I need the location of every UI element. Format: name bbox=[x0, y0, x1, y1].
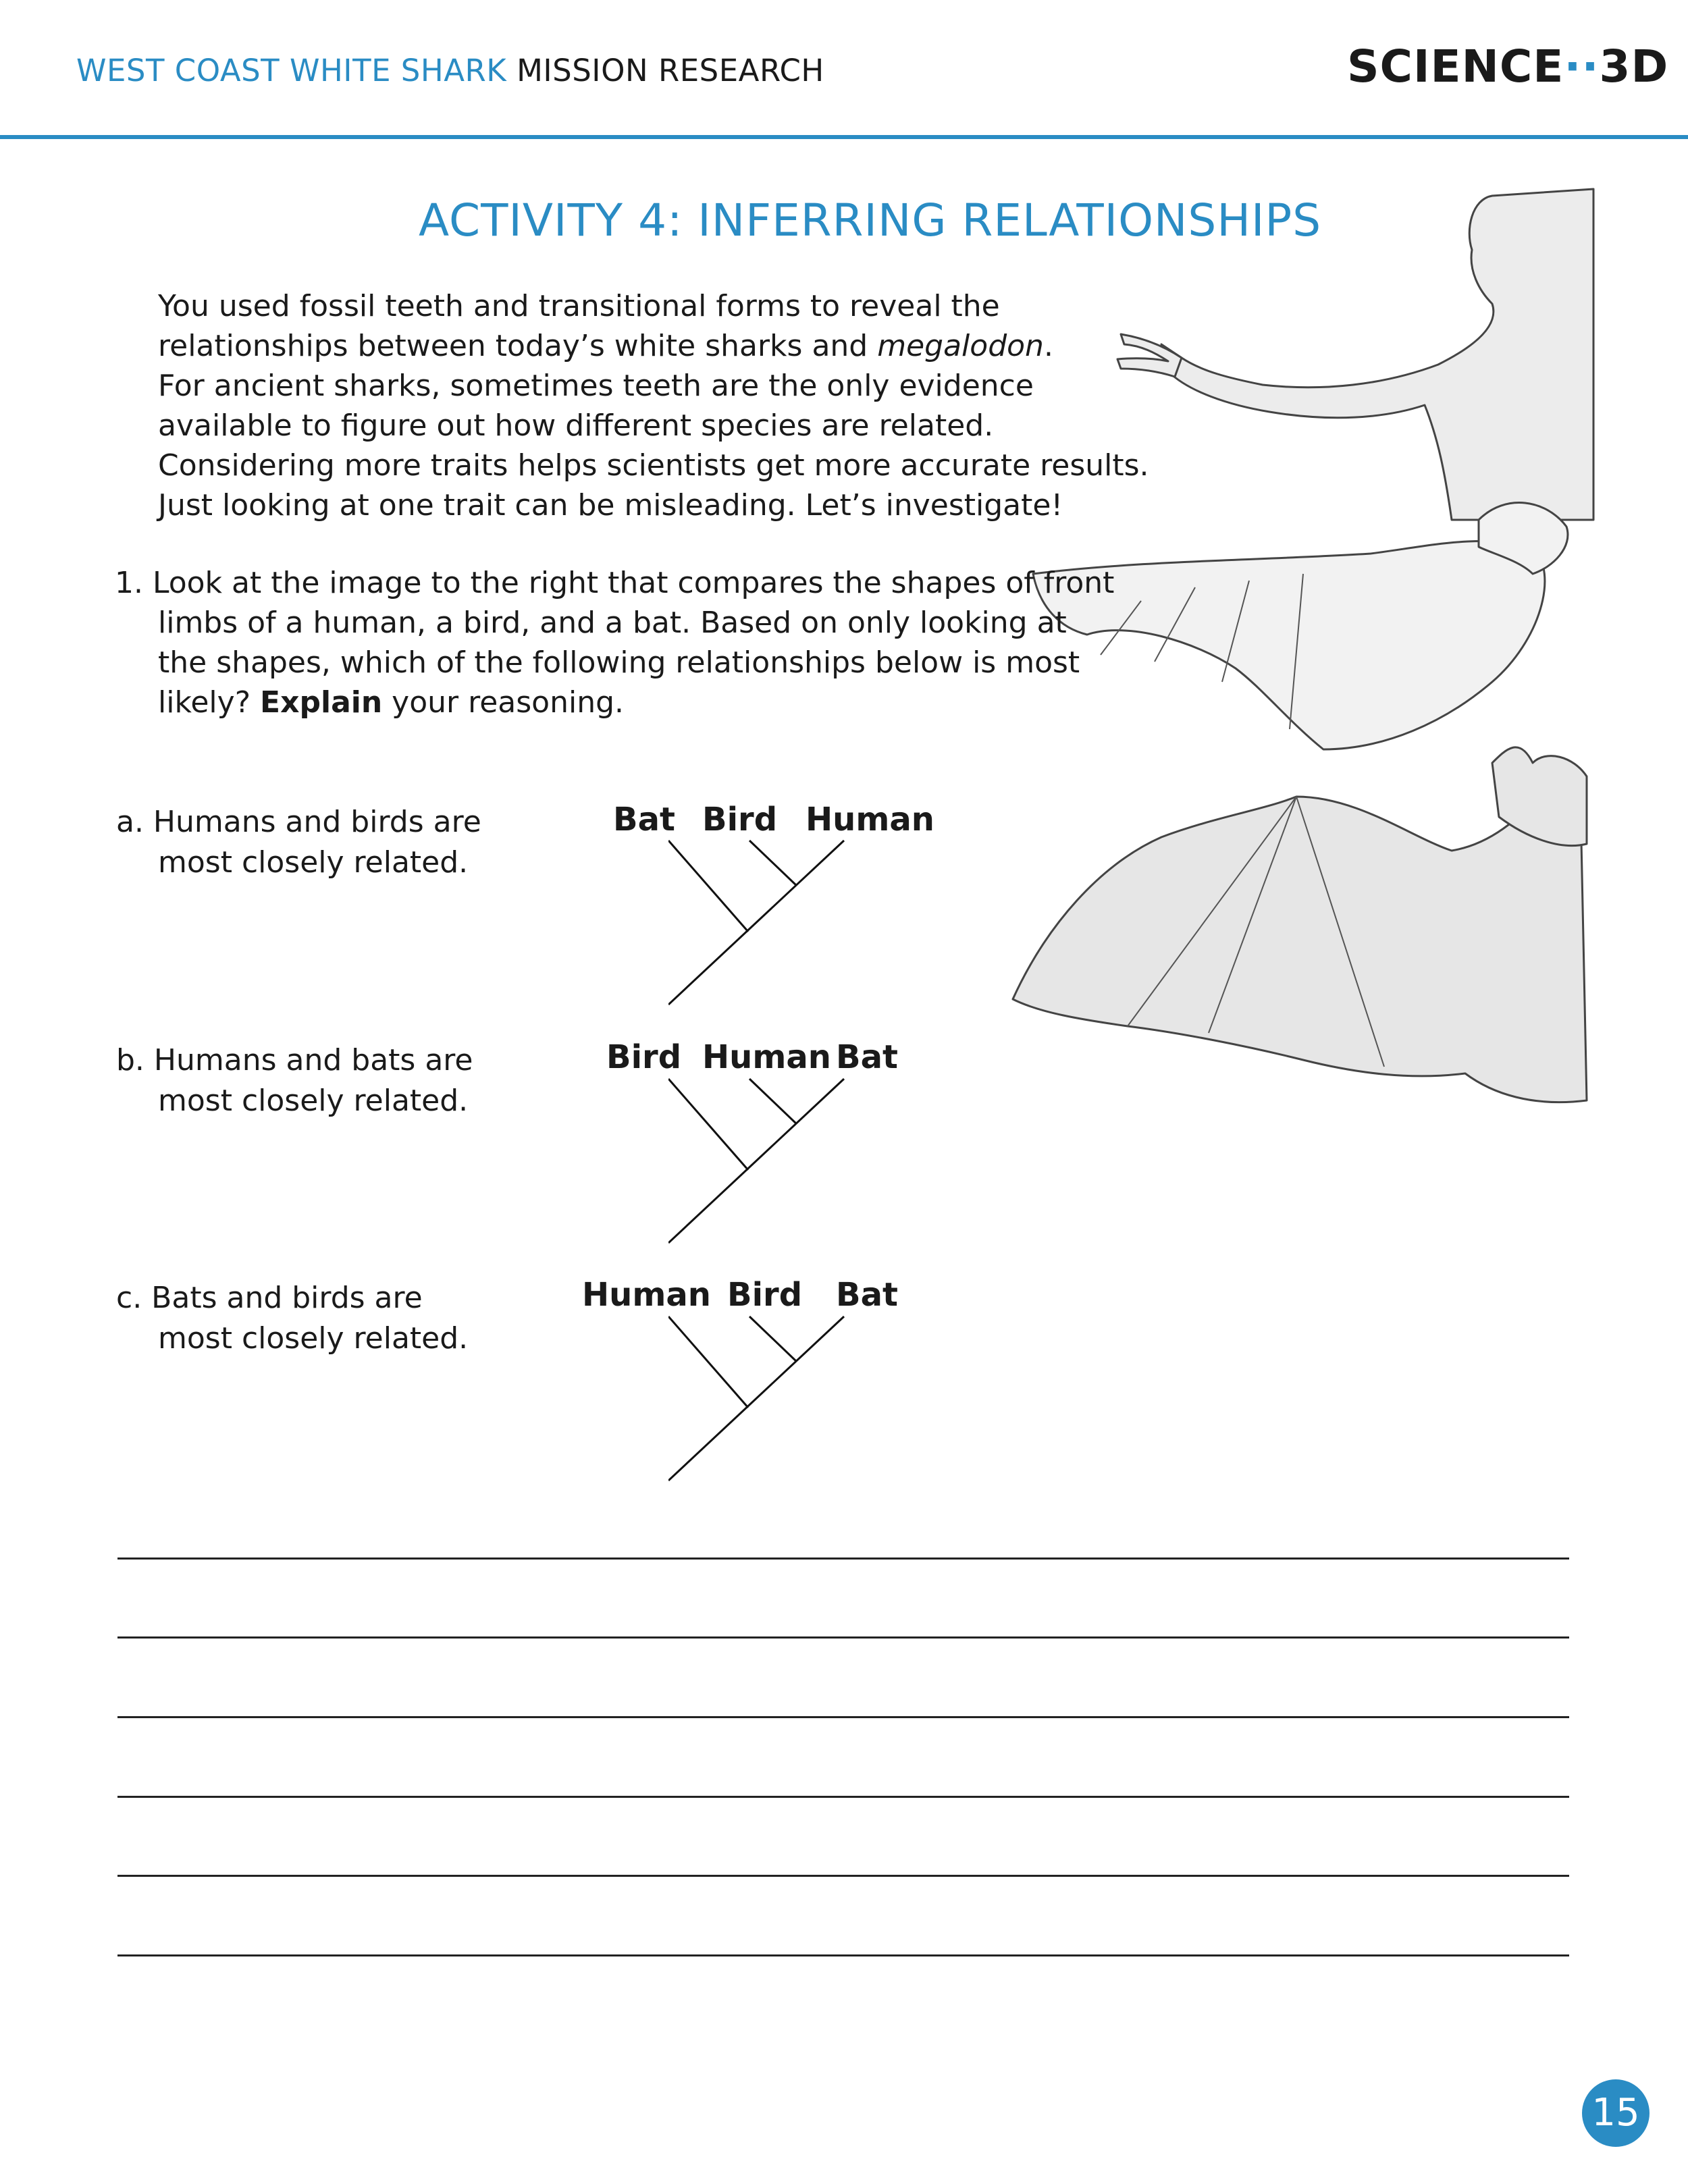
tree-a-label-1: Bat bbox=[613, 801, 675, 838]
intro-text: . bbox=[1043, 329, 1053, 363]
science3d-logo bbox=[1347, 41, 1668, 92]
tree-c-trunk bbox=[668, 1316, 844, 1481]
tree-c-branch-1 bbox=[668, 1316, 748, 1408]
answer-line[interactable] bbox=[117, 1875, 1569, 1877]
logo-text-2: 3D bbox=[1599, 41, 1669, 92]
megalodon-term: megalodon bbox=[877, 329, 1044, 363]
intro-line: Considering more traits helps scientists get more accurate results. bbox=[158, 448, 1149, 483]
tree-b-branch-1 bbox=[668, 1079, 748, 1170]
option-line: most closely related. bbox=[158, 1084, 469, 1118]
option-c bbox=[116, 1278, 468, 1359]
intro-line: available to figure out how different species are related. bbox=[158, 408, 994, 443]
page-title: ACTIVITY 4: INFERRING RELATIONSHIPS bbox=[419, 194, 1322, 246]
page-number: 15 bbox=[1582, 2079, 1650, 2147]
tree-b-label-3: Bat bbox=[836, 1038, 898, 1076]
option-line: a. Humans and birds are bbox=[116, 805, 481, 839]
tree-b-label-1: Bird bbox=[606, 1038, 682, 1076]
human-figure bbox=[1161, 189, 1593, 520]
header-title bbox=[76, 53, 824, 88]
question-line bbox=[115, 683, 1114, 722]
intro-line: You used fossil teeth and transitional forms to reveal the bbox=[158, 289, 1000, 323]
option-b bbox=[116, 1040, 473, 1121]
option-line: b. Humans and bats are bbox=[116, 1043, 473, 1077]
answer-line[interactable] bbox=[117, 1796, 1569, 1798]
header-title-dark: MISSION RESEARCH bbox=[517, 53, 824, 88]
answer-line[interactable] bbox=[117, 1557, 1569, 1560]
tree-c-label-1: Human bbox=[582, 1276, 711, 1314]
question-line: limbs of a human, a bird, and a bat. Based on only looking at bbox=[158, 606, 1067, 640]
intro-line: Just looking at one trait can be misleading. Let’s investigate! bbox=[158, 488, 1063, 523]
answer-line[interactable] bbox=[117, 1954, 1569, 1956]
logo-dots: ·· bbox=[1564, 41, 1600, 92]
logo-text-1: SCIENCE bbox=[1347, 41, 1564, 92]
cladogram-c bbox=[668, 1313, 858, 1489]
tree-c-branch-2 bbox=[749, 1316, 797, 1362]
question-text: your reasoning. bbox=[382, 685, 624, 720]
intro-text: relationships between today’s white sharks and bbox=[158, 329, 878, 363]
cladogram-a bbox=[668, 837, 858, 1013]
question-text: likely? bbox=[158, 685, 261, 720]
tree-b-label-2: Human bbox=[702, 1038, 831, 1076]
option-line: most closely related. bbox=[158, 1321, 469, 1356]
tree-c-label-2: Bird bbox=[727, 1276, 803, 1314]
intro-line: For ancient sharks, sometimes teeth are the only evidence bbox=[158, 369, 1034, 403]
question-1 bbox=[115, 563, 1114, 722]
tree-a-branch-1 bbox=[668, 841, 748, 932]
tree-a-label-2: Bird bbox=[702, 801, 778, 838]
tree-c-label-3: Bat bbox=[836, 1276, 898, 1314]
header-rule bbox=[0, 135, 1688, 139]
option-line: c. Bats and birds are bbox=[116, 1281, 423, 1315]
tree-b-branch-2 bbox=[749, 1079, 797, 1124]
answer-line[interactable] bbox=[117, 1716, 1569, 1718]
cladogram-b bbox=[668, 1075, 858, 1251]
question-line: the shapes, which of the following relationships below is most bbox=[158, 645, 1080, 680]
explain-keyword: Explain bbox=[260, 685, 383, 720]
answer-line[interactable] bbox=[117, 1636, 1569, 1639]
question-line: 1. Look at the image to the right that compares the shapes of front bbox=[115, 566, 1115, 600]
tree-b-trunk bbox=[668, 1079, 844, 1243]
tree-a-branch-2 bbox=[749, 841, 797, 886]
bat-wing bbox=[1013, 776, 1587, 1102]
intro-paragraph bbox=[158, 286, 1149, 525]
intro-line bbox=[158, 326, 1149, 366]
tree-a-label-3: Human bbox=[806, 801, 934, 838]
tree-a-trunk bbox=[668, 841, 844, 1005]
option-line: most closely related. bbox=[158, 845, 469, 880]
option-a bbox=[116, 802, 481, 883]
header-title-blue: WEST COAST WHITE SHARK bbox=[76, 53, 507, 88]
